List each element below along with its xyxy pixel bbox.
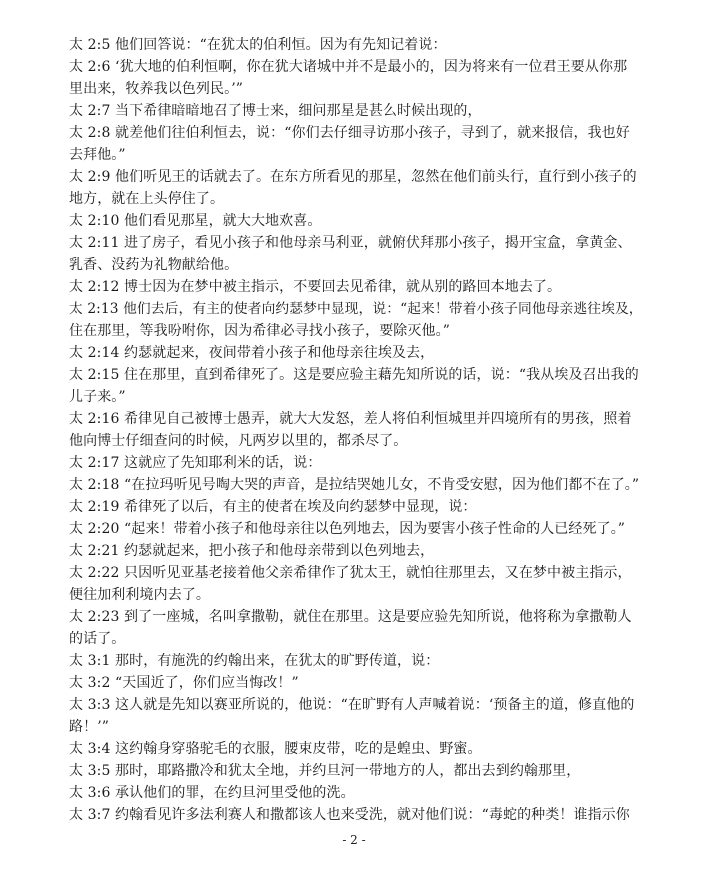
verse-line: 太 2:20 “起来！带着小孩子和他母亲往以色列地去，因为要害小孩子性命的人已经死了。” bbox=[69, 521, 626, 537]
verse-line: 的话了。 bbox=[69, 631, 126, 647]
verse-line: 儿子来。” bbox=[69, 389, 126, 405]
verse-line: 太 2:23 到了一座城，名叫拿撒勒，就住在那里。这是要应验先知所说，他将称为拿撒勒人 bbox=[69, 609, 632, 625]
verse-line: 太 2:16 希律见自己被博士愚弄，就大大发怒，差人将伯利恒城里并四境所有的男孩，照着 bbox=[69, 411, 632, 427]
verse-line: 去拜他。” bbox=[69, 147, 126, 163]
verse-line: 太 2:21 约瑟就起来，把小孩子和他母亲带到以色列地去， bbox=[69, 543, 435, 559]
verse-line: 太 2:22 只因听见亚基老接着他父亲希律作了犹太王，就怕往那里去，又在梦中被主指示， bbox=[69, 565, 632, 581]
verse-line: 太 2:11 进了房子，看见小孩子和他母亲马利亚，就俯伏拜那小孩子，揭开宝盒，拿黄金、 bbox=[69, 235, 632, 251]
verse-line: 太 2:7 当下希律暗暗地召了博士来，细问那星是甚么时候出现的， bbox=[69, 103, 482, 119]
verse-line: 太 3:6 承认他们的罪，在约旦河里受他的洗。 bbox=[69, 785, 355, 801]
verse-line: 他向博士仔细查问的时候，凡两岁以里的，都杀尽了。 bbox=[69, 433, 408, 449]
verse-line: 路！’” bbox=[69, 719, 110, 735]
verse-line: 太 2:14 约瑟就起来，夜间带着小孩子和他母亲往埃及去， bbox=[69, 345, 435, 361]
verse-line: 太 2:18 “在拉玛听见号啕大哭的声音，是拉结哭她儿女，不肯受安慰，因为他们都不在了。” bbox=[69, 477, 640, 493]
verse-line: 太 3:3 这人就是先知以赛亚所说的，他说：“在旷野有人声喊着说：‘预备主的道，修直他的 bbox=[69, 697, 635, 713]
verse-line: 地方，就在上头停住了。 bbox=[69, 191, 225, 207]
verse-line: 太 3:5 那时，耶路撒冷和犹太全地，并约旦河一带地方的人，都出去到约翰那里， bbox=[69, 763, 581, 779]
verse-line: 太 2:12 博士因为在梦中被主指示，不要回去见希律，就从别的路回本地去了。 bbox=[69, 279, 562, 295]
verse-line: 太 2:10 他们看见那星，就大大地欢喜。 bbox=[69, 213, 322, 229]
verse-line: 太 2:17 这就应了先知耶利米的话，说： bbox=[69, 455, 322, 471]
verse-line: 便往加利利境内去了。 bbox=[69, 587, 210, 603]
verse-line: 住在那里，等我吩咐你，因为希律必寻找小孩子，要除灭他。” bbox=[69, 323, 450, 339]
document-page bbox=[69, 34, 649, 826]
verse-line: 太 3:1 那时，有施洗的约翰出来，在犹太的旷野传道，说： bbox=[69, 653, 440, 669]
verse-line: 太 2:5 他们回答说：“在犹太的伯利恒。因为有先知记着说： bbox=[69, 37, 447, 53]
verse-line: 太 2:9 他们听见王的话就去了。在东方所看见的那星，忽然在他们前头行，直行到小孩子的 bbox=[69, 169, 637, 185]
verse-line: 太 2:6 ‘犹大地的伯利恒啊，你在犹大诸城中并不是最小的，因为将来有一位君王要从你那 bbox=[69, 59, 628, 75]
verse-line: 太 3:4 这约翰身穿骆驼毛的衣服，腰束皮带，吃的是蝗虫、野蜜。 bbox=[69, 741, 482, 757]
verse-line: 太 2:15 住在那里，直到希律死了。这是要应验主藉先知所说的话，说：“我从埃及召出我的 bbox=[69, 367, 639, 383]
verse-line: 里出来，牧养我以色列民。’” bbox=[69, 81, 244, 97]
verse-line: 太 3:7 约翰看见许多法利赛人和撒都该人也来受洗，就对他们说：“毒蛇的种类！谁指示你 bbox=[69, 807, 630, 823]
page-number: - 2 - bbox=[342, 833, 366, 847]
verse-line: 太 2:19 希律死了以后，有主的使者在埃及向约瑟梦中显现，说： bbox=[69, 499, 477, 515]
verse-line: 乳香、没药为礼物献给他。 bbox=[69, 257, 239, 273]
verse-line: 太 2:8 就差他们往伯利恒去，说：“你们去仔细寻访那小孩子，寻到了，就来报信，我也好 bbox=[69, 125, 630, 141]
verse-line: 太 3:2 “天国近了，你们应当悔改！” bbox=[69, 675, 299, 691]
verse-line: 太 2:13 他们去后，有主的使者向约瑟梦中显现，说：“起来！带着小孩子同他母亲逃往埃及， bbox=[69, 301, 643, 317]
